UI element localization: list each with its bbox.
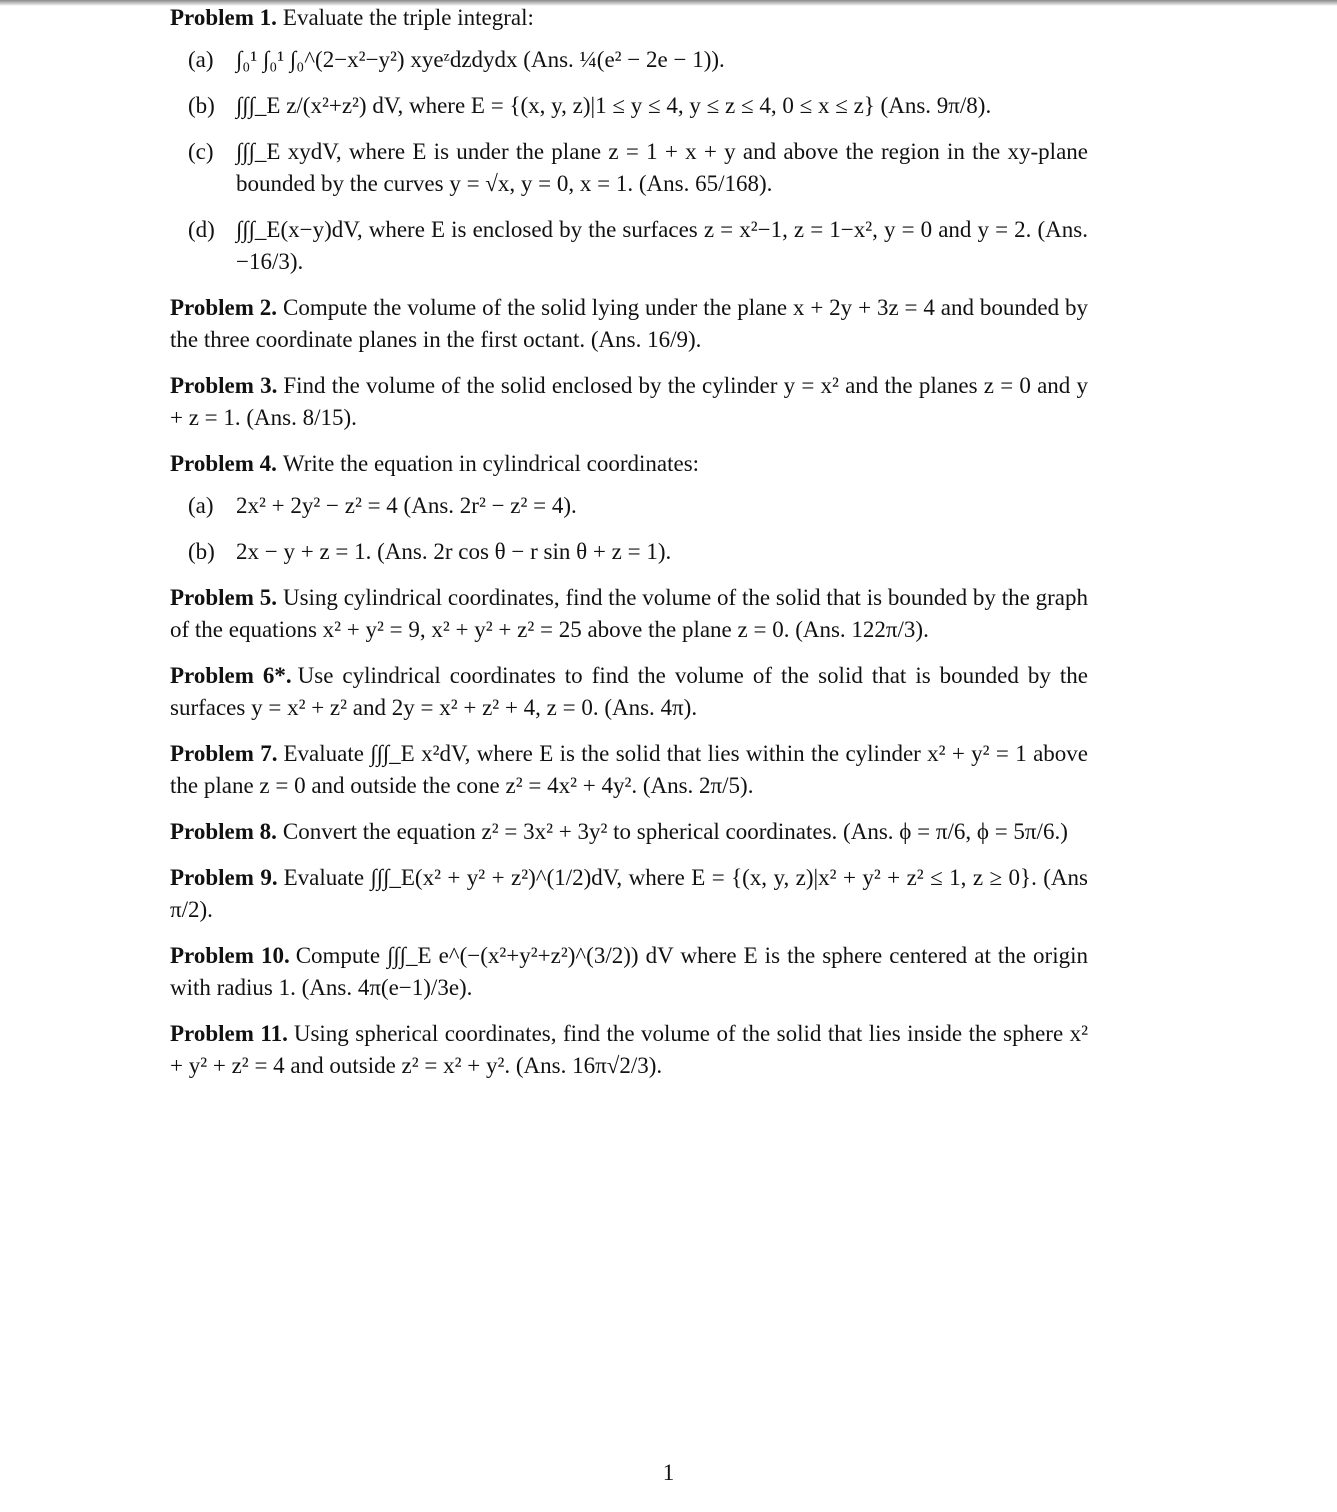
part-label: (a)	[188, 47, 214, 72]
problem-text: Convert the equation z² = 3x² + 3y² to spherical coordinates. (Ans. ϕ = π/6, ϕ = 5π/6.)	[282, 819, 1068, 844]
problem-title: Problem 9.	[170, 865, 278, 890]
part-a	[188, 490, 1088, 522]
problem-10-statement	[170, 940, 1088, 1004]
problem-text: Evaluate ∫∫∫_E x²dV, where E is the solid that lies within the cylinder x² + y² = 1 above the plane z = 0 and outside the cone z² = 4x² + 4y². (Ans. 2π/5).	[170, 741, 1088, 798]
problem-2	[170, 292, 1088, 356]
problem-title: Problem 3.	[170, 373, 278, 398]
problem-text: Use cylindrical coordinates to find the volume of the solid that is bounded by the surfaces y = x² + z² and 2y = x² + z² + 4, z = 0. (Ans. 4π).	[170, 663, 1088, 720]
part-text: 2x − y + z = 1. (Ans. 2r cos θ − r sin θ + z = 1).	[236, 539, 672, 564]
page-number: 1	[662, 1460, 675, 1485]
document-page	[170, 2, 1088, 1096]
part-text: 2x² + 2y² − z² = 4 (Ans. 2r² − z² = 4).	[236, 493, 577, 518]
problem-5	[170, 582, 1088, 646]
problem-1-statement	[170, 2, 1088, 34]
part-text: ∫∫∫_E z/(x²+z²) dV, where E = {(x, y, z)|1 ≤ y ≤ 4, y ≤ z ≤ 4, 0 ≤ x ≤ z} (Ans. 9π/8).	[236, 93, 992, 118]
problem-title: Problem 7.	[170, 741, 278, 766]
problem-text: Find the volume of the solid enclosed by the cylinder y = x² and the planes z = 0 and y + z = 1. (Ans. 8/15).	[170, 373, 1088, 430]
part-text: ∫∫∫_E(x−y)dV, where E is enclosed by the surfaces z = x²−1, z = 1−x², y = 0 and y = 2. (Ans. −16/3).	[236, 217, 1088, 274]
problem-11	[170, 1018, 1088, 1082]
problem-11-statement	[170, 1018, 1088, 1082]
part-d	[188, 214, 1088, 278]
problem-text: Compute ∫∫∫_E e^(−(x²+y²+z²)^(3/2)) dV where E is the sphere centered at the origin with radius 1. (Ans. 4π(e−1)/3e).	[170, 943, 1088, 1000]
part-label: (d)	[188, 217, 215, 242]
problem-7-statement	[170, 738, 1088, 802]
problem-title: Problem 5.	[170, 585, 277, 610]
problem-title: Problem 2.	[170, 295, 278, 320]
problem-4-statement	[170, 448, 1088, 480]
problem-title: Problem 1.	[170, 5, 277, 30]
problem-text: Evaluate ∫∫∫_E(x² + y² + z²)^(1/2)dV, where E = {(x, y, z)|x² + y² + z² ≤ 1, z ≥ 0}. (Ans π/2).	[170, 865, 1088, 922]
part-label: (a)	[188, 493, 214, 518]
problem-3	[170, 370, 1088, 434]
problem-2-statement	[170, 292, 1088, 356]
problem-title: Problem 6*.	[170, 663, 292, 688]
part-label: (c)	[188, 139, 214, 164]
problem-1-parts	[170, 44, 1088, 278]
problem-8	[170, 816, 1088, 848]
problem-9-statement	[170, 862, 1088, 926]
problem-text: Using cylindrical coordinates, find the volume of the solid that is bounded by the graph of the equations x² + y² = 9, x² + y² + z² = 25 above the plane z = 0. (Ans. 122π/3).	[170, 585, 1088, 642]
problem-1	[170, 2, 1088, 278]
part-label: (b)	[188, 93, 215, 118]
part-c	[188, 136, 1088, 200]
problem-6-statement	[170, 660, 1088, 724]
problem-text: Compute the volume of the solid lying under the plane x + 2y + 3z = 4 and bounded by the three coordinate planes in the first octant. (Ans. 16/9).	[170, 295, 1088, 352]
problem-9	[170, 862, 1088, 926]
part-b	[188, 536, 1088, 568]
problem-title: Problem 4.	[170, 451, 277, 476]
problem-7	[170, 738, 1088, 802]
part-text: ∫₀¹ ∫₀¹ ∫₀^(2−x²−y²) xyeᶻdzdydx (Ans. ¼(e² − 2e − 1)).	[236, 47, 725, 72]
problem-text: Using spherical coordinates, find the volume of the solid that lies inside the sphere x² + y² + z² = 4 and outside z² = x² + y². (Ans. 16π√2/3).	[170, 1021, 1089, 1078]
problem-8-statement	[170, 816, 1088, 848]
part-a	[188, 44, 1088, 76]
problem-4-parts	[170, 490, 1088, 568]
problem-6	[170, 660, 1088, 724]
part-label: (b)	[188, 539, 215, 564]
part-b	[188, 90, 1088, 122]
part-text: ∫∫∫_E xydV, where E is under the plane z = 1 + x + y and above the region in the xy-plane bounded by the curves y = √x, y = 0, x = 1. (Ans. 65/168).	[236, 139, 1088, 196]
problem-10	[170, 940, 1088, 1004]
problem-3-statement	[170, 370, 1088, 434]
problem-text: Evaluate the triple integral:	[282, 5, 534, 30]
problem-5-statement	[170, 582, 1088, 646]
problem-title: Problem 10.	[170, 943, 290, 968]
problem-title: Problem 8.	[170, 819, 277, 844]
problem-title: Problem 11.	[170, 1021, 288, 1046]
problem-text: Write the equation in cylindrical coordinates:	[282, 451, 700, 476]
problem-4	[170, 448, 1088, 568]
